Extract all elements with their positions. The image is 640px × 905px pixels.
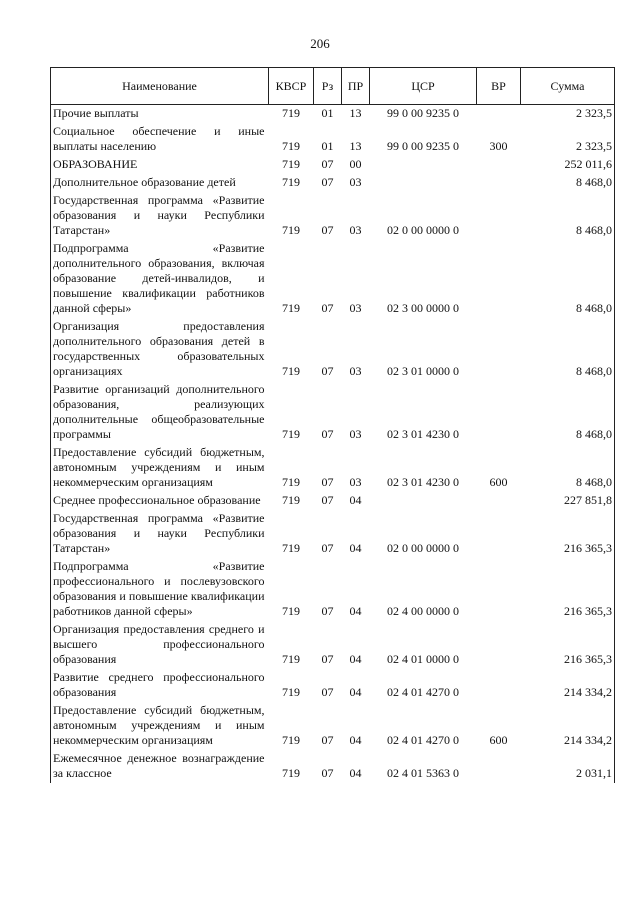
table-row (51, 621, 615, 669)
row-kvsr: 719 (282, 604, 300, 618)
table-row (51, 702, 615, 750)
row-vr (477, 669, 521, 702)
row-csr: 02 4 01 4270 0 (387, 733, 459, 747)
row-sum: 216 365,3 (521, 510, 615, 558)
row-kvsr: 719 (282, 175, 300, 189)
table-row (51, 123, 615, 156)
table-row (51, 669, 615, 702)
row-kvsr: 719 (282, 223, 300, 237)
row-rz: 01 (321, 106, 334, 120)
row-name: Ежемесячное денежное вознаграждение за классное (51, 750, 269, 783)
row-pr: 04 (349, 652, 362, 666)
table-row (51, 381, 615, 444)
header-rz: Рз (314, 68, 342, 105)
header-kvsr: КВСР (269, 68, 314, 105)
row-rz: 01 (321, 139, 334, 153)
table-header (51, 68, 615, 105)
row-pr: 04 (349, 541, 362, 555)
row-vr: 600 (489, 475, 508, 489)
row-pr: 03 (349, 223, 362, 237)
row-sum: 214 334,2 (521, 669, 615, 702)
row-sum: 214 334,2 (521, 702, 615, 750)
row-pr: 04 (349, 685, 362, 699)
row-name: Организация предоставления среднего и высшего профессионального образования (51, 621, 269, 669)
row-sum: 8 468,0 (521, 318, 615, 381)
page-number: 206 (310, 36, 330, 51)
row-rz: 07 (321, 733, 334, 747)
row-sum: 8 468,0 (521, 381, 615, 444)
row-pr: 03 (349, 301, 362, 315)
row-rz: 07 (321, 685, 334, 699)
row-name: Предоставление субсидий бюджетным, автономным учреждениям и иным некоммерческим организациям (51, 702, 269, 750)
row-csr: 02 3 01 0000 0 (387, 364, 459, 378)
row-csr (370, 492, 477, 510)
row-vr (477, 510, 521, 558)
row-name: ОБРАЗОВАНИЕ (51, 156, 269, 174)
row-vr (477, 558, 521, 621)
row-vr (477, 621, 521, 669)
row-kvsr: 719 (282, 301, 300, 315)
row-name: Подпрограмма «Развитие профессионального и послевузовского образования и повышение квалификации работников данной сферы» (51, 558, 269, 621)
row-kvsr: 719 (282, 766, 300, 780)
header-pr: ПР (342, 68, 370, 105)
header-csr: ЦСР (370, 68, 477, 105)
row-sum: 216 365,3 (521, 558, 615, 621)
row-pr: 13 (349, 139, 362, 153)
budget-table (50, 67, 615, 783)
row-vr (477, 156, 521, 174)
row-rz: 07 (321, 766, 334, 780)
row-pr: 00 (349, 157, 362, 171)
row-pr: 03 (349, 364, 362, 378)
row-sum: 8 468,0 (521, 444, 615, 492)
row-csr: 02 0 00 0000 0 (387, 223, 459, 237)
row-rz: 07 (321, 175, 334, 189)
row-sum: 216 365,3 (521, 621, 615, 669)
row-csr (370, 174, 477, 192)
row-vr (477, 105, 521, 124)
header-sum: Сумма (521, 68, 615, 105)
row-kvsr: 719 (282, 685, 300, 699)
header-name: Наименование (51, 68, 269, 105)
row-rz: 07 (321, 157, 334, 171)
row-name: Организация предоставления дополнительного образования детей в государственных образовательных организациях (51, 318, 269, 381)
row-rz: 07 (321, 301, 334, 315)
row-pr: 03 (349, 475, 362, 489)
row-rz: 07 (321, 652, 334, 666)
table-row (51, 240, 615, 318)
row-kvsr: 719 (282, 733, 300, 747)
row-pr: 13 (349, 106, 362, 120)
row-pr: 03 (349, 427, 362, 441)
row-csr: 02 3 01 4230 0 (387, 427, 459, 441)
row-kvsr: 719 (282, 139, 300, 153)
row-csr: 02 3 00 0000 0 (387, 301, 459, 315)
row-vr (477, 240, 521, 318)
row-vr: 600 (489, 733, 508, 747)
row-name: Предоставление субсидий бюджетным, автономным учреждениям и иным некоммерческим организациям (51, 444, 269, 492)
row-csr: 02 4 00 0000 0 (387, 604, 459, 618)
row-csr: 02 0 00 0000 0 (387, 541, 459, 555)
row-name: Среднее профессиональное образование (51, 492, 269, 510)
row-rz: 07 (321, 427, 334, 441)
row-kvsr: 719 (282, 475, 300, 489)
row-rz: 07 (321, 493, 334, 507)
row-rz: 07 (321, 364, 334, 378)
row-name: Государственная программа «Развитие образования и науки Республики Татарстан» (51, 192, 269, 240)
header-vr: ВР (477, 68, 521, 105)
row-sum: 227 851,8 (521, 492, 615, 510)
table-row (51, 318, 615, 381)
row-name: Государственная программа «Развитие образования и науки Республики Татарстан» (51, 510, 269, 558)
row-name: Прочие выплаты (51, 105, 269, 124)
row-pr: 04 (349, 604, 362, 618)
row-kvsr: 719 (282, 364, 300, 378)
row-kvsr: 719 (282, 427, 300, 441)
row-pr: 03 (349, 175, 362, 189)
table-row (51, 156, 615, 174)
table-row (51, 510, 615, 558)
row-rz: 07 (321, 604, 334, 618)
row-vr (477, 174, 521, 192)
row-name: Дополнительное образование детей (51, 174, 269, 192)
row-vr (477, 381, 521, 444)
table-row (51, 192, 615, 240)
table-row (51, 444, 615, 492)
row-csr (370, 156, 477, 174)
row-vr (477, 492, 521, 510)
row-sum: 8 468,0 (521, 240, 615, 318)
row-pr: 04 (349, 733, 362, 747)
row-sum: 2 031,1 (521, 750, 615, 783)
row-kvsr: 719 (282, 493, 300, 507)
table-row (51, 750, 615, 783)
table-row (51, 558, 615, 621)
row-sum: 2 323,5 (521, 105, 615, 124)
row-name: Социальное обеспечение и иные выплаты населению (51, 123, 269, 156)
row-vr (477, 750, 521, 783)
row-rz: 07 (321, 223, 334, 237)
row-csr: 99 0 00 9235 0 (387, 106, 459, 120)
row-rz: 07 (321, 541, 334, 555)
row-kvsr: 719 (282, 652, 300, 666)
row-kvsr: 719 (282, 541, 300, 555)
row-sum: 8 468,0 (521, 174, 615, 192)
row-kvsr: 719 (282, 157, 300, 171)
table-row (51, 105, 615, 124)
row-csr: 02 4 01 0000 0 (387, 652, 459, 666)
row-vr (477, 192, 521, 240)
row-name: Развитие среднего профессионального образования (51, 669, 269, 702)
row-rz: 07 (321, 475, 334, 489)
row-csr: 99 0 00 9235 0 (387, 139, 459, 153)
row-sum: 2 323,5 (521, 123, 615, 156)
table-row (51, 174, 615, 192)
row-vr (477, 318, 521, 381)
table-row (51, 492, 615, 510)
row-csr: 02 3 01 4230 0 (387, 475, 459, 489)
row-sum: 252 011,6 (521, 156, 615, 174)
row-kvsr: 719 (282, 106, 300, 120)
row-sum: 8 468,0 (521, 192, 615, 240)
row-csr: 02 4 01 4270 0 (387, 685, 459, 699)
row-pr: 04 (349, 766, 362, 780)
row-pr: 04 (349, 493, 362, 507)
row-vr: 300 (489, 139, 508, 153)
row-csr: 02 4 01 5363 0 (387, 766, 459, 780)
row-name: Развитие организаций дополнительного образования, реализующих дополнительные общеобразовательные программы (51, 381, 269, 444)
row-name: Подпрограмма «Развитие дополнительного образования, включая образование детей-инвалидов, и повышение квалификации работников данной сферы» (51, 240, 269, 318)
